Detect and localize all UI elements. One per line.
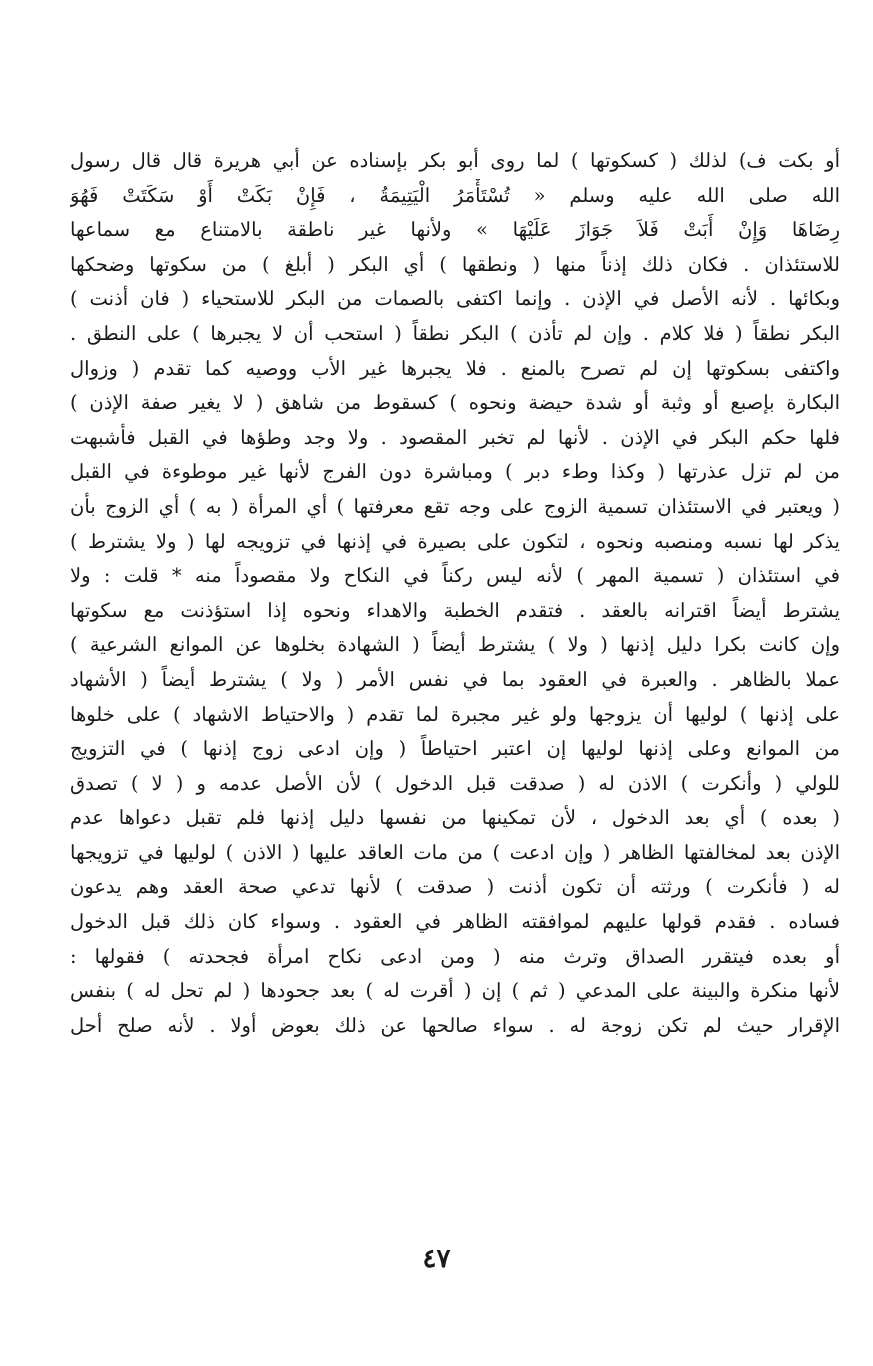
text-line: رِضَاهَا وَإِنْ أَبَتْ فَلاَ جَوَازَ عَلَيْهَا » ولأنها غير ناطقة بالامتناع مع سماعها: [70, 218, 840, 242]
text-line: فلها حكم البكر في الإذن . لأنها لم تخبر المقصود . ولا وجد وطؤها في القبل فأشبهت: [70, 425, 840, 449]
text-line: أو بعده فيتقرر الصداق وترث منه ( ومن ادعى نكاح امرأة فجحدته ) فقولها :: [70, 944, 840, 968]
body-text: [70, 144, 840, 1043]
text-line: الإذن بعد لمخالفتها الظاهر ( وإن ادعت ) من مات العاقد عليها ( الاذن ) لوليها في تزويجها: [70, 840, 840, 864]
text-line: على إذنها ) لوليها أن يزوجها ولو غير مجبرة لما تقدم ( والاحتياط الاشهاد ) على خلوها: [70, 702, 840, 726]
page-number: ٤٧: [422, 1244, 451, 1274]
text-line: الإقرار حيث لم تكن زوجة له . سواء صالحها عن ذلك بعوض أولا . لأنه صلح أحل: [70, 1013, 840, 1037]
text-line: للاستئذان . فكان ذلك إذناً منها ( ونطقها ) أي البكر ( أبلغ ) من سكوتها وضحكها: [70, 252, 840, 276]
text-line: وبكائها . لأنه الأصل في الإذن . وإنما اكتفى بالصمات من البكر للاستحياء ( فان أذنت ): [70, 287, 840, 311]
text-line: وإن كانت بكرا دليل إذنها ( ولا ) يشترط أيضاً ( الشهادة بخلوها عن الموانع الشرعية ): [70, 633, 840, 657]
text-line: عملا بالظاهر . والعبرة في العقود بما في نفس الأمر ( ولا ) يشترط أيضاً ( الأشهاد: [70, 667, 840, 691]
text-line: فساده . فقدم قولها عليهم لموافقته الظاهر في العقود . وسواء كان ذلك قبل الدخول: [70, 910, 840, 934]
text-line: ( بعده ) أي بعد الدخول ، لأن تمكينها من نفسها دليل إذنها فلم تقبل دعواها عدم: [70, 806, 840, 830]
text-line: يشترط أيضاً اقترانه بالعقد . فتقدم الخطبة والاهداء ونحوه إذا استؤذنت مع سكوتها: [70, 598, 840, 622]
text-line: للولي ( وأنكرت ) الاذن له ( صدقت قبل الدخول ) لأن الأصل عدمه و ( لا ) تصدق: [70, 771, 840, 795]
text-line: أو بكت ف) لذلك ( كسكوتها ) لما روى أبو بكر بإسناده عن أبي هريرة قال قال رسول: [70, 149, 840, 172]
text-line: لأنها منكرة والبينة على المدعي ( ثم ) إن ( أقرت له ) بعد جحودها ( لم تحل له ) بنفس: [70, 979, 840, 1003]
text-line: يذكر لها نسبه ومنصبه ونحوه ، لتكون على بصيرة في إذنها في تزويجه لها ( ولا يشترط ): [70, 529, 840, 553]
text-line: في استئذان ( تسمية المهر ) لأنه ليس ركناً في النكاح ولا مقصوداً منه * قلت : ولا: [70, 564, 840, 588]
text-line: له ( فأنكرت ) ورثته أن تكون أذنت ( صدقت ) لأنها تدعي صحة العقد وهم يدعون: [70, 875, 840, 899]
text-line: واكتفى بسكوتها إن لم تصرح بالمنع . فلا يجبرها غير الأب ووصيه كما تقدم ( وزوال: [70, 356, 840, 380]
text-line: من لم تزل عذرتها ( وكذا وطء دبر ) ومباشرة دون الفرج لأنها غير موطوءة في القبل: [70, 460, 840, 484]
text-line: البكارة بإصبع أو وثبة أو شدة حيضة ونحوه ) كسقوط من شاهق ( لا يغير صفة الإذن ): [70, 391, 840, 415]
text-line: البكر نطقاً ( فلا كلام . وإن لم تأذن ) البكر نطقاً ( استحب أن لا يجبرها ) على النطق .: [70, 321, 840, 345]
text-line: من الموانع وعلى إذنها لوليها إن اعتبر احتياطاً ( وإن ادعى زوج إذنها ) في التزويج: [70, 737, 840, 761]
text-line: الله صلى الله عليه وسلم « تُسْتَأْمَرُ الْيَتِيمَةُ ، فَإِنْ بَكَتْ أَوْ سَكَتَتْ فَهُوَ: [70, 183, 840, 207]
text-line: ( ويعتبر في الاستئذان تسمية الزوج على وجه تقع معرفتها ) أي المرأة ( به ) أي الزوج بأن: [70, 494, 840, 518]
